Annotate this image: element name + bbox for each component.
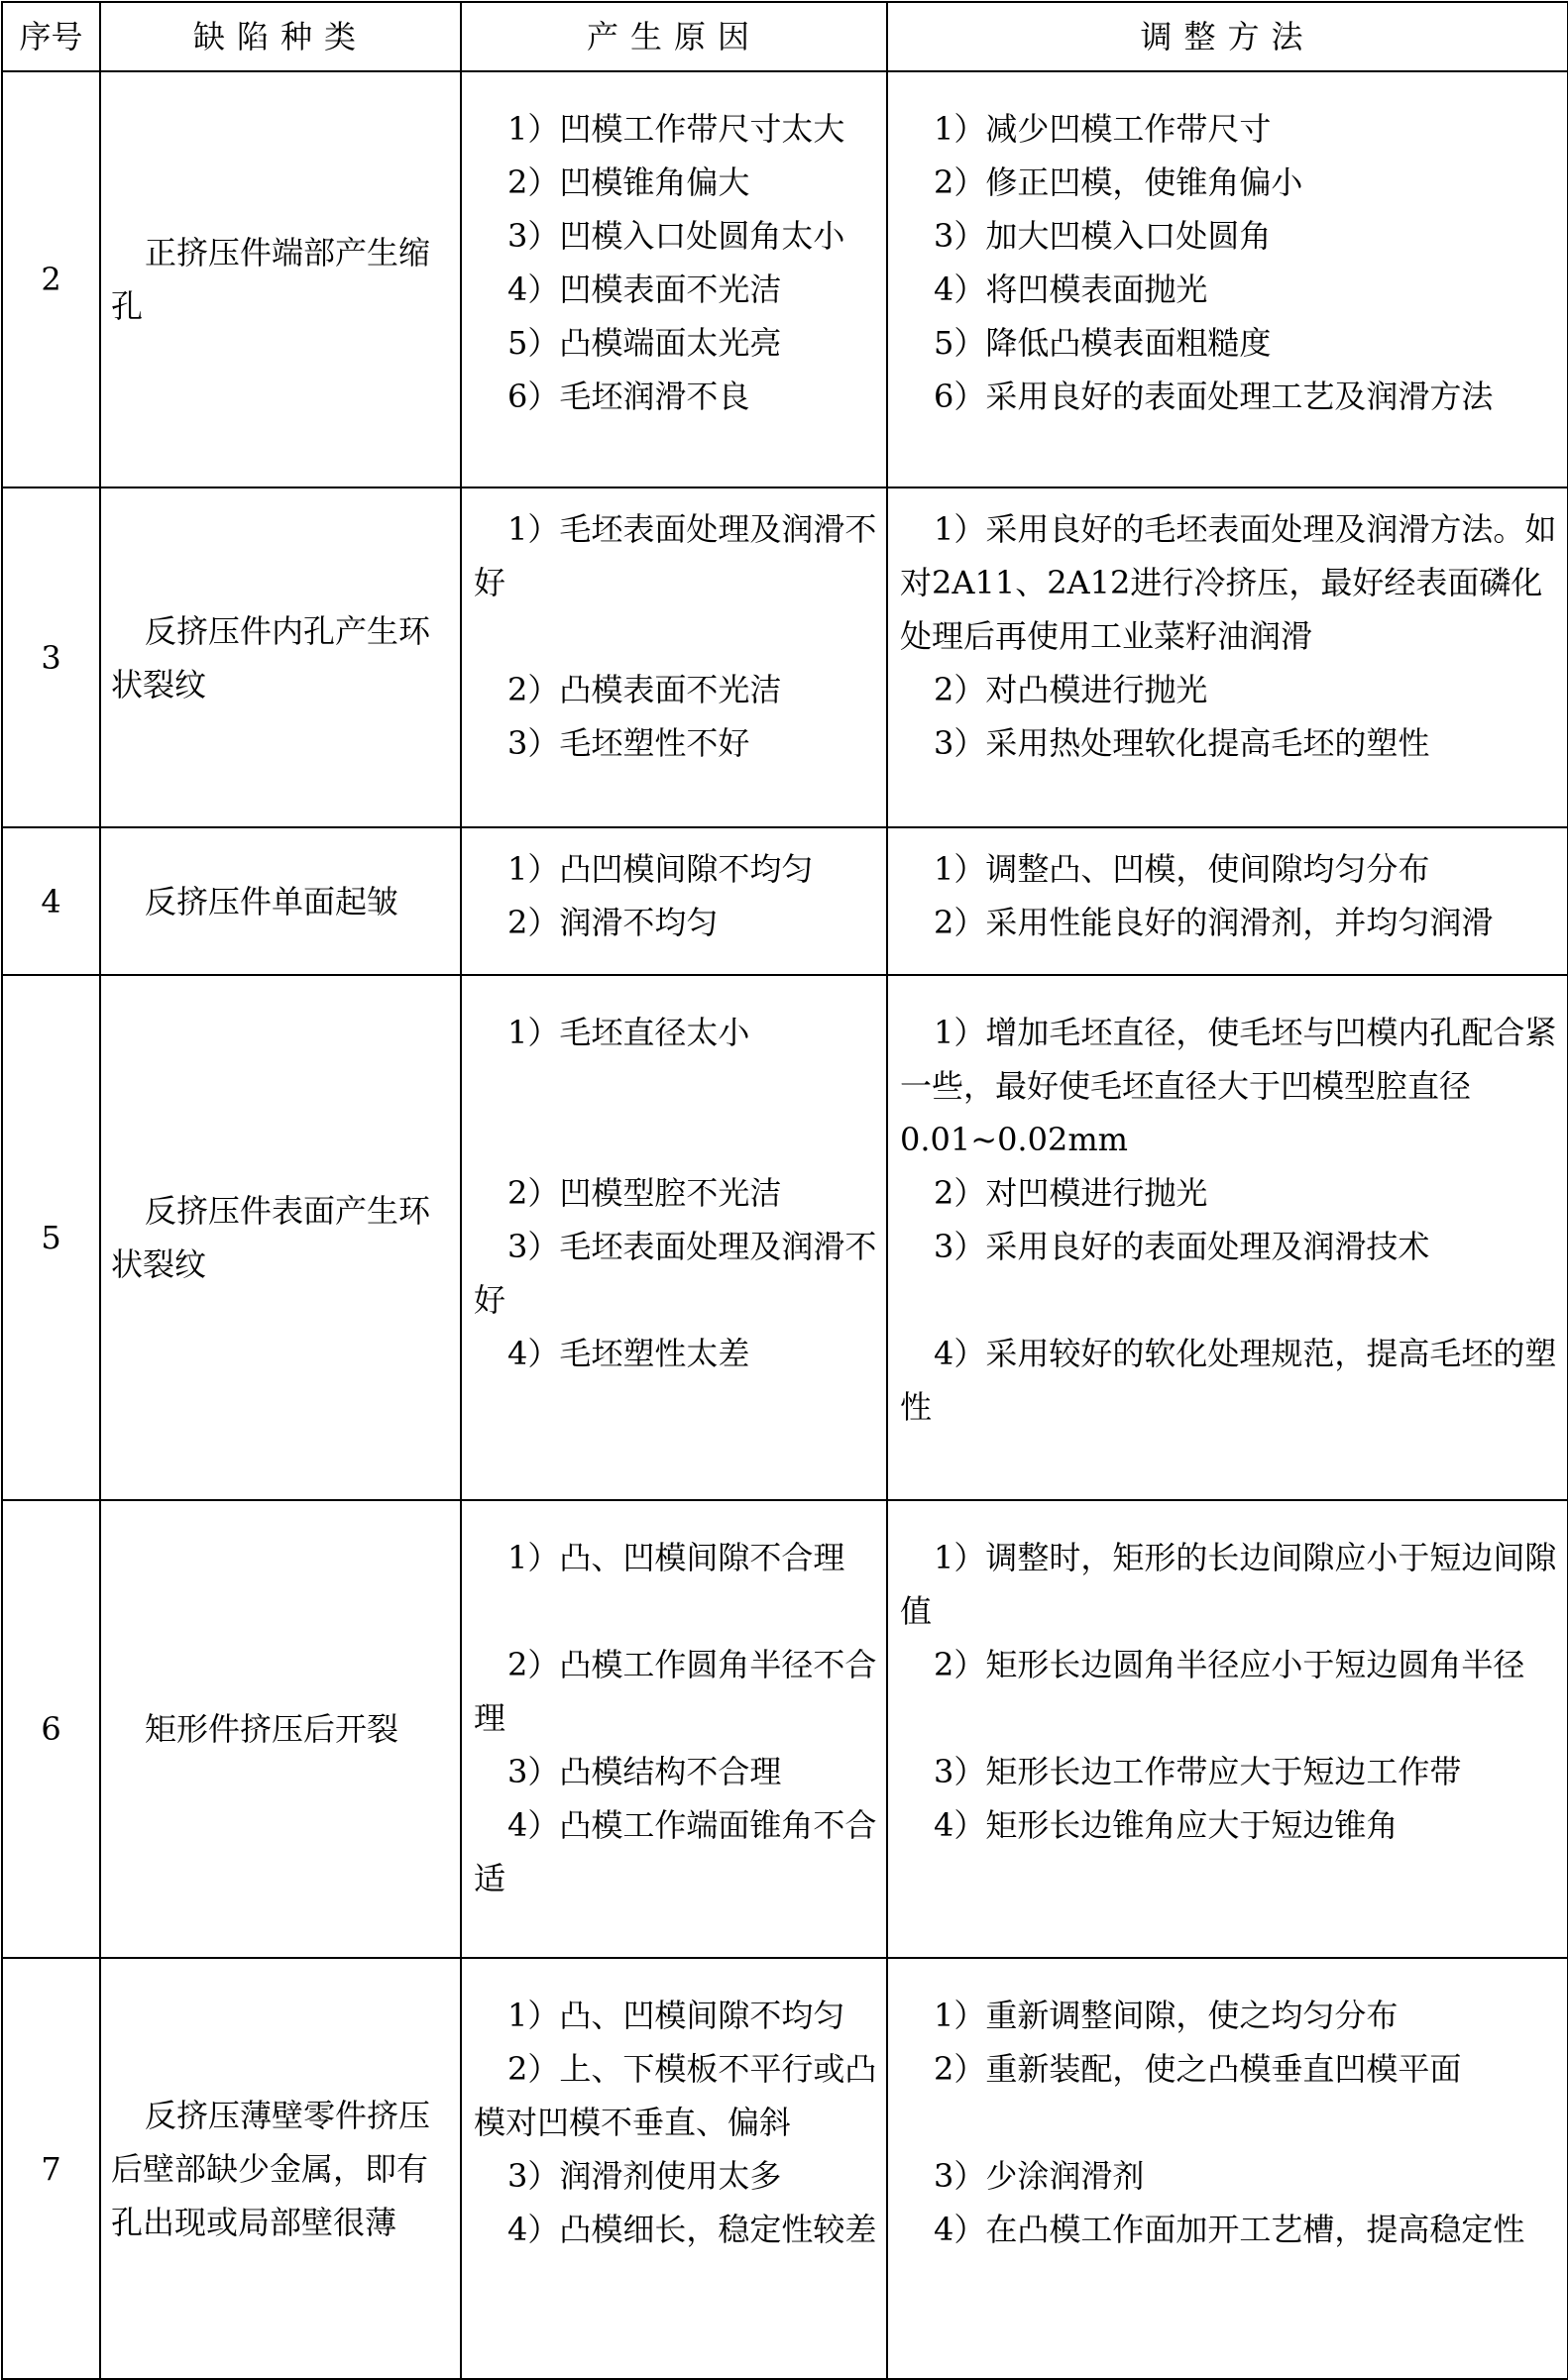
- method-spacer: [900, 2096, 1561, 2149]
- defect-text: 矩形件挤压后开裂: [145, 1710, 399, 1748]
- method-item: 3）矩形长边工作带应大于短边工作带: [934, 1753, 1462, 1790]
- method-item: 1）调整凸、凹模，使间隙均匀分布: [934, 850, 1430, 888]
- method-item: 2）重新装配，使之凸模垂直凹模平面: [934, 2050, 1462, 2088]
- table-header-row: [2, 2, 1568, 71]
- method-item: 4）采用较好的软化处理规范，提高毛坯的塑性: [900, 1335, 1557, 1426]
- method-item: 3）采用热处理软化提高毛坯的塑性: [934, 724, 1430, 762]
- cause-item: 2）凸模表面不光洁: [507, 671, 782, 708]
- cause-item: 1）凹模工作带尺寸太大: [507, 110, 845, 148]
- row-methods: [887, 827, 1568, 975]
- cause-item: 3）凹模入口处圆角太小: [507, 217, 845, 255]
- defect-text: 反挤压件内孔产生环状裂纹: [111, 611, 431, 703]
- method-item: 4）矩形长边锥角应大于短边锥角: [934, 1806, 1399, 1844]
- cause-item: 6）毛坯润滑不良: [507, 378, 750, 415]
- cause-item: 3）凸模结构不合理: [507, 1753, 782, 1790]
- method-item: 1）重新调整间隙，使之均匀分布: [934, 1997, 1399, 2034]
- cause-item: 1）凸凹模间隙不均匀: [507, 850, 814, 888]
- cause-item: 4）凸模细长，稳定性较差: [507, 2211, 877, 2248]
- method-item: 1）减少凹模工作带尺寸: [934, 110, 1272, 148]
- method-item: 5）降低凸模表面粗糙度: [934, 324, 1272, 362]
- method-spacer: [900, 1273, 1561, 1327]
- row-causes: [461, 827, 887, 975]
- method-item: 6）采用良好的表面处理工艺及润滑方法: [934, 378, 1494, 415]
- cause-item: 2）凹模型腔不光洁: [507, 1174, 782, 1212]
- table-row: [2, 71, 1568, 487]
- row-no: 4: [2, 827, 100, 975]
- table-row: [2, 1958, 1568, 2379]
- method-item: 4）将凹模表面抛光: [934, 270, 1208, 308]
- row-no: 2: [2, 71, 100, 487]
- method-item: 1）增加毛坯直径，使毛坯与凹模内孔配合紧一些，最好使毛坯直径大于凹模型腔直径0.01~0.02mm: [900, 1014, 1557, 1158]
- method-item: 1）调整时，矩形的长边间隙应小于短边间隙值: [900, 1539, 1557, 1630]
- header-no: 序号: [2, 2, 100, 71]
- row-defect: [100, 487, 461, 827]
- method-spacer: [900, 1691, 1561, 1745]
- defect-text: 反挤压薄壁零件挤压后壁部缺少金属，即有孔出现或局部壁很薄: [111, 2096, 431, 2241]
- table-row: [2, 827, 1568, 975]
- header-cause: 产生原因: [461, 2, 887, 71]
- cause-item: 1）凸、凹模间隙不合理: [507, 1539, 845, 1576]
- row-methods: [887, 1500, 1568, 1958]
- cause-spacer: [474, 609, 880, 663]
- cause-item: 2）润滑不均匀: [507, 904, 719, 941]
- table-row: [2, 975, 1568, 1500]
- table-row: [2, 487, 1568, 827]
- row-causes: [461, 1500, 887, 1958]
- defect-text: 正挤压件端部产生缩孔: [111, 234, 431, 325]
- row-causes: [461, 71, 887, 487]
- row-methods: [887, 1958, 1568, 2379]
- cause-item: 1）凸、凹模间隙不均匀: [507, 1997, 845, 2034]
- defect-text: 反挤压件表面产生环状裂纹: [111, 1192, 431, 1283]
- row-defect: [100, 827, 461, 975]
- method-item: 1）采用良好的毛坯表面处理及润滑方法。如对2A11、2A12进行冷挤压，最好经表面磷化处理后再使用工业菜籽油润滑: [900, 510, 1557, 655]
- cause-item: 4）毛坯塑性太差: [507, 1335, 750, 1372]
- row-defect: [100, 975, 461, 1500]
- cause-item: 3）润滑剂使用太多: [507, 2157, 782, 2195]
- cause-item: 1）毛坯表面处理及润滑不好: [474, 510, 877, 601]
- method-item: 2）采用性能良好的润滑剂，并均匀润滑: [934, 904, 1494, 941]
- row-methods: [887, 71, 1568, 487]
- defect-text: 反挤压件单面起皱: [145, 882, 399, 920]
- header-defect: 缺陷种类: [100, 2, 461, 71]
- cause-item: 3）毛坯塑性不好: [507, 724, 750, 762]
- cause-item: 5）凸模端面太光亮: [507, 324, 782, 362]
- row-defect: [100, 1958, 461, 2379]
- row-no: 6: [2, 1500, 100, 1958]
- row-methods: [887, 975, 1568, 1500]
- row-no: 7: [2, 1958, 100, 2379]
- cause-item: 4）凸模工作端面锥角不合适: [474, 1806, 877, 1897]
- cause-item: 4）凹模表面不光洁: [507, 270, 782, 308]
- row-defect: [100, 1500, 461, 1958]
- method-item: 4）在凸模工作面加开工艺槽，提高稳定性: [934, 2211, 1525, 2248]
- method-item: 3）加大凹模入口处圆角: [934, 217, 1272, 255]
- cause-item: 3）毛坯表面处理及润滑不好: [474, 1228, 877, 1319]
- row-causes: [461, 487, 887, 827]
- row-defect: [100, 71, 461, 487]
- method-item: 3）采用良好的表面处理及润滑技术: [934, 1228, 1430, 1265]
- method-item: 2）修正凹模，使锥角偏小: [934, 163, 1303, 201]
- cause-item: 2）上、下模板不平行或凸模对凹模不垂直、偏斜: [474, 2050, 877, 2141]
- cause-spacer: [474, 1584, 880, 1638]
- cause-spacer: [474, 1113, 880, 1166]
- method-item: 3）少涂润滑剂: [934, 2157, 1145, 2195]
- cause-item: 2）凸模工作圆角半径不合理: [474, 1646, 877, 1737]
- cause-spacer: [474, 1059, 880, 1113]
- cause-item: 1）毛坯直径太小: [507, 1014, 750, 1051]
- method-item: 2）对凸模进行抛光: [934, 671, 1208, 708]
- row-no: 3: [2, 487, 100, 827]
- row-no: 5: [2, 975, 100, 1500]
- defect-table: [1, 1, 1568, 2380]
- row-causes: [461, 975, 887, 1500]
- row-causes: [461, 1958, 887, 2379]
- table-row: [2, 1500, 1568, 1958]
- cause-item: 2）凹模锥角偏大: [507, 163, 750, 201]
- method-item: 2）矩形长边圆角半径应小于短边圆角半径: [934, 1646, 1525, 1683]
- method-item: 2）对凹模进行抛光: [934, 1174, 1208, 1212]
- row-methods: [887, 487, 1568, 827]
- header-method: 调整方法: [887, 2, 1568, 71]
